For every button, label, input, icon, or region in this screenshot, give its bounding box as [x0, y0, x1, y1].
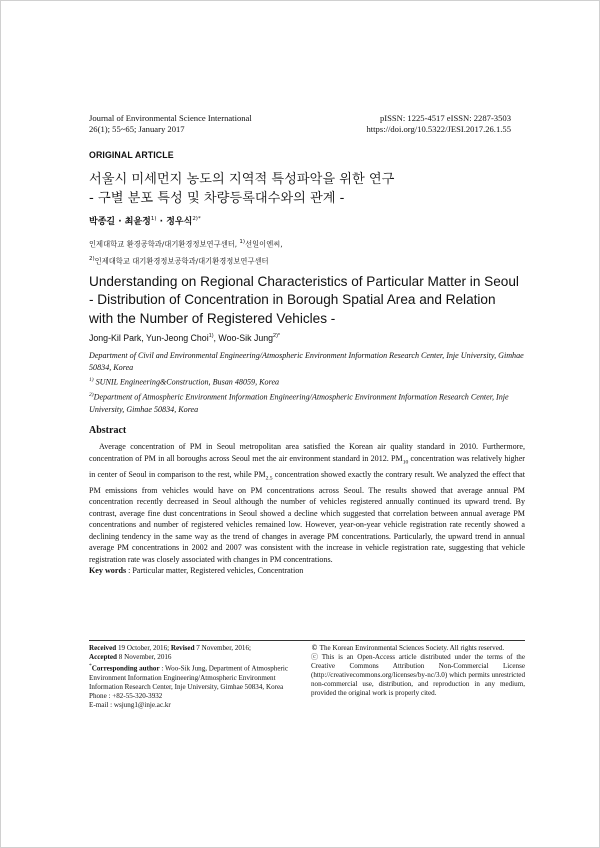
korean-affiliation-line1 — [89, 235, 529, 252]
english-affiliation-2-sup: 2) — [89, 392, 94, 399]
english-authors-2: , Woo-Sik Jung — [213, 333, 274, 343]
korean-title-line1: 서울시 미세먼지 농도의 지역적 특성파악을 위한 연구 — [89, 172, 395, 187]
abstract-text-2: concentration was relatively higher in center of Seoul in comparison to the rest, while PM — [89, 453, 525, 479]
copyright-text: The Korean Environmental Sciences Society. All rights reserved. — [319, 644, 505, 652]
korean-affiliation-0: 인제대학교 환경공학과/대기환경정보연구센터, — [89, 239, 238, 249]
korean-title-line2: - 구별 분포 특성 및 차량등록대수와의 관계 - — [89, 191, 345, 206]
footer-divider — [89, 640, 525, 641]
english-affiliation-1-sup: 1) — [89, 377, 94, 384]
license-text: This is an Open-Access article distributed under the terms of the Creative Commons Attribution Non-Commercial License (http://creativecommons.org/licenses/by-nc/3.0) which permits unrestricted non-commercial use, distribution, and reproduction in any medium, provided the original work is properly cited. — [311, 653, 525, 698]
revised-date: 7 November, 2016; — [194, 644, 251, 652]
english-authors-sup1: 1) — [208, 333, 214, 340]
copyright-icon: © — [311, 644, 318, 652]
received-line — [89, 644, 305, 653]
creative-commons-icon: ⓒ — [311, 653, 318, 662]
footer-right — [311, 644, 525, 699]
accepted-date: 8 November, 2016 — [116, 653, 172, 662]
abstract-text-1: Average concentration of PM in Seoul metropolitan area satisfied the Korean air quality standard in 2010. Furthermore, concentration of PM in all boroughs across Seoul met the air environment standard in 2012. PM — [89, 442, 525, 463]
korean-author-2-sup: 1) — [150, 216, 157, 222]
journal-header-right — [366, 113, 511, 135]
corresponding-author — [89, 662, 305, 692]
license-line — [311, 653, 525, 698]
korean-author-2: 최윤정 — [124, 217, 151, 227]
english-affiliation-1-text: SUNIL Engineering&Construction, Busan 48059, Korea — [93, 378, 280, 388]
journal-doi-link[interactable]: https://doi.org/10.5322/JESI.2017.26.1.55 — [366, 124, 511, 134]
english-affiliation-2 — [89, 389, 525, 416]
korean-affiliation-line2 — [89, 252, 529, 269]
abstract-heading: Abstract — [89, 425, 127, 436]
keywords — [89, 566, 303, 575]
author-separator: · — [156, 217, 167, 227]
korean-affiliation-2: 인제대학교 대기환경정보공학과/대기환경정보연구센터 — [94, 256, 269, 266]
received-date: 19 October, 2016; — [116, 644, 171, 652]
corresponding-text: : Woo-Sik Jung, Department of Atmospheric Environment Information Engineering/Atmospheric Environment Information Research Center, Inje University, Gimhae 50834, Korea — [89, 664, 288, 691]
keywords-label: Key words — [89, 566, 127, 575]
corresponding-sup: * — [89, 663, 92, 670]
footer-left — [89, 644, 305, 710]
author-separator: · — [115, 217, 125, 227]
journal-volume: 26(1); 55~65; January 2017 — [89, 124, 185, 134]
revised-label: Revised — [170, 644, 195, 652]
abstract-sub-pm25: 2.5 — [265, 475, 273, 482]
english-affiliations — [89, 350, 525, 416]
english-title: Understanding on Regional Characteristics of Particular Matter in Seoul - Distribution of Concentration in Borough Spatial Area and Relation with the Number of Registered Vehicles - — [89, 274, 519, 326]
korean-authors — [89, 214, 201, 227]
korean-affiliations — [89, 235, 529, 269]
received-label: Received — [89, 644, 117, 652]
korean-author-1: 박종길 — [89, 217, 116, 227]
phone-line: Phone : +82-55-320-3932 — [89, 691, 163, 700]
korean-affiliation-1-sup: 1) — [239, 239, 246, 245]
journal-name: Journal of Environmental Science International — [89, 113, 252, 123]
accepted-line — [89, 653, 305, 662]
abstract-body — [89, 441, 525, 565]
abstract-sub-pm10: 10 — [402, 459, 409, 466]
copyright-line — [311, 644, 525, 653]
article-type: ORIGINAL ARTICLE — [89, 150, 174, 160]
korean-title — [89, 170, 529, 208]
english-authors-1: Jong-Kil Park, Yun-Jeong Choi — [89, 333, 209, 343]
english-affiliation-1 — [89, 374, 525, 389]
abstract-text-3: concentration showed exactly the contrary result. We analyzed the effect that PM emissions from vehicles would have on PM concentrations across Seoul. The results showed that average annual PM concentration recently decreased in Seoul although the number of vehicles registered annually continued its upward trend. By contrast, average fine dust concentrations in Seoul showed a decline which suggested that correlation between annual average PM concentrations and number of registered vehicles remained low. However, year-on-year vehicle registration rate recently showed a declining tendency in the same way as the trend of changes in average PM concentrations. Particularly, the upward trend in annual average PM concentrations in 2002 and 2007 was consistent with the increase in vehicle registration rate, suggesting that vehicle registration rate was closely associated with changes in PM concentrations. — [89, 469, 526, 564]
accepted-label: Accepted — [89, 653, 117, 662]
english-authors — [89, 333, 280, 343]
email-line[interactable]: E-mail : wsjung1@inje.ac.kr — [89, 700, 171, 709]
korean-author-3-sup: 2)* — [192, 216, 201, 222]
english-affiliation-0: Department of Civil and Environmental Engineering/Atmospheric Environment Information Research Center, Inje University, Gimhae 50834, Korea — [89, 351, 524, 373]
korean-affiliation-2-sup: 2) — [89, 255, 95, 262]
korean-author-3: 정우식 — [166, 217, 193, 227]
english-affiliation-2-text: Department of Atmospheric Environment Information Engineering/Atmospheric Environment Information Research Center, Inje University, Gimhae 50834, Korea — [89, 392, 509, 415]
korean-affiliation-1: 선일이엔씨, — [245, 239, 283, 249]
keywords-text: : Particular matter, Registered vehicles, Concentration — [126, 566, 304, 575]
corresponding-label: Corresponding author — [91, 664, 160, 673]
english-authors-sup2: 2)* — [273, 333, 281, 340]
journal-issn: pISSN: 1225-4517 eISSN: 2287-3503 — [379, 113, 511, 123]
journal-header-left — [89, 113, 252, 135]
